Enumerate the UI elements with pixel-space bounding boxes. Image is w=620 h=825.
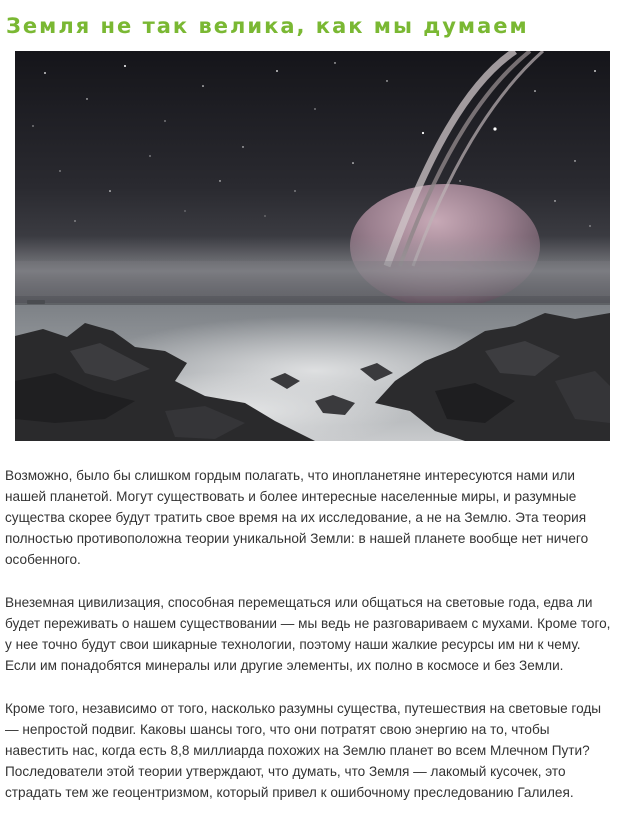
article-body	[5, 465, 615, 825]
article-paragraph-3: Кроме того, независимо от того, насколько разумны существа, путешествия на световые годы — непростой подвиг. Каковы шансы того, что они потратят свою энергию на то, чтобы навестить нас, когда есть 8,8 миллиарда похожих на Землю планет во всем Млечном Пути? Последователи этой теории утверждают, что думать, что Земля — лакомый кусочек, это страдать тем же геоцентризмом, который привел к ошибочному преследованию Галилея.	[5, 701, 602, 800]
article-paragraph-2: Внеземная цивилизация, способная перемещаться или общаться на световые года, едва ли будет переживать о нашем существовании — мы ведь не разговариваем с мухами. Кроме того, у нее точно будут свои шикарные технологии, поэтому наши жалкие ресурсы им ни к чему. Если им понадобятся минералы или другие элементы, их полно в космосе и без Земли.	[5, 595, 611, 673]
article-paragraph-1: Возможно, было бы слишком гордым полагать, что инопланетяне интересуются нами или нашей планетой. Могут существовать и более интересные населенные миры, и разумные существа скорее будут тратить свое время на их исследование, а не на Землю. Эта теория полностью противоположна теории уникальной Земли: в нашей планете вообще нет ничего особенного.	[5, 468, 589, 567]
article-illustration	[15, 51, 610, 441]
article-title: Земля не так велика, как мы думаем	[6, 14, 529, 38]
